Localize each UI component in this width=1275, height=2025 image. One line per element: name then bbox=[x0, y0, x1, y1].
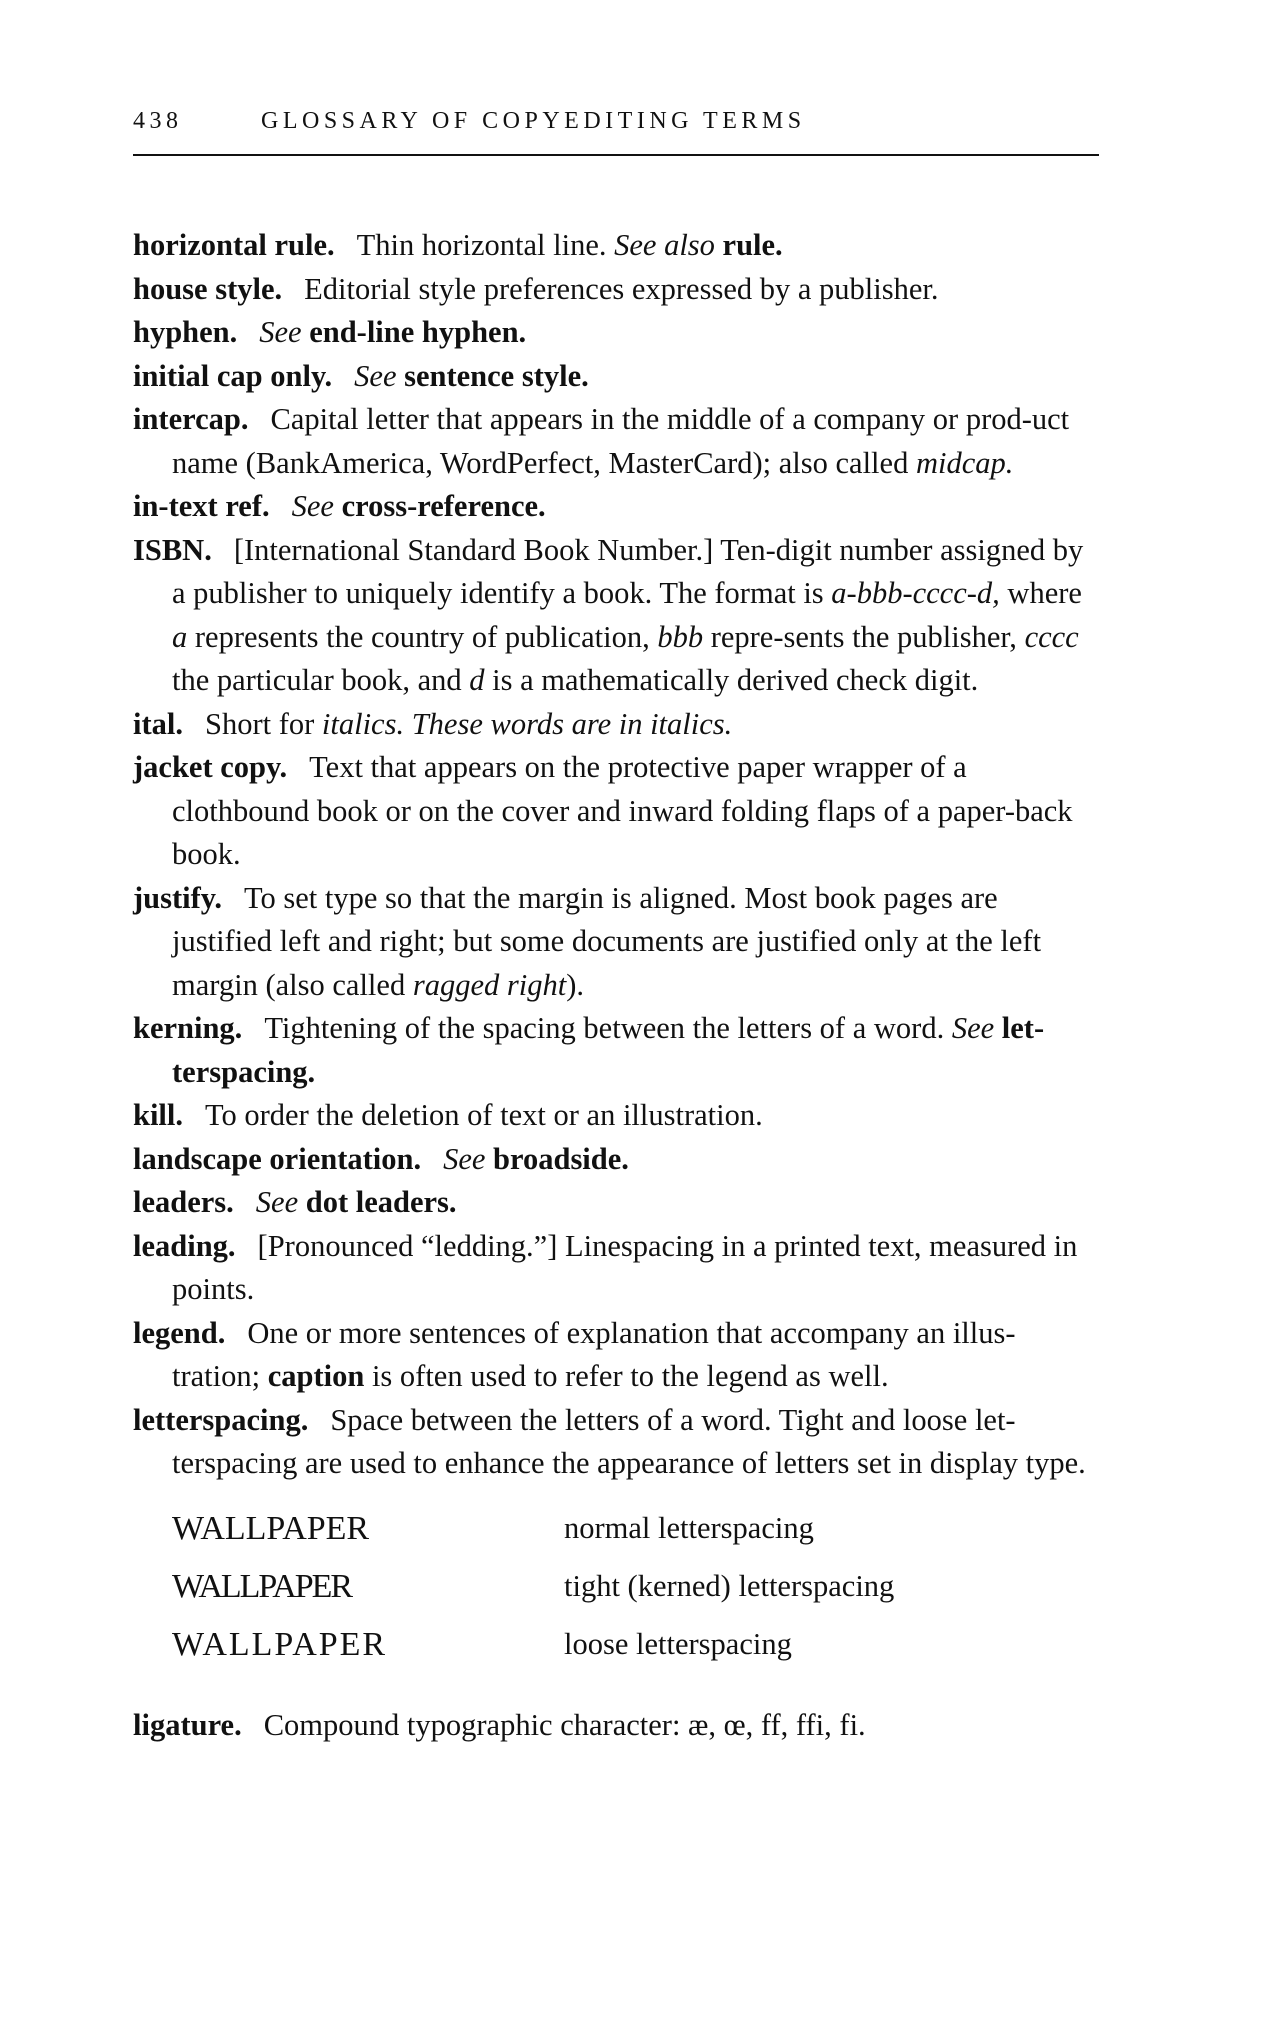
see-label: See bbox=[951, 1011, 995, 1045]
isbn-part-cccc: cccc bbox=[1024, 619, 1079, 654]
definition-part: is often used to refer to the legend as well. bbox=[371, 1359, 889, 1393]
entry-definition: One or more sentences of explanation that accompany an illus-tration; bbox=[172, 1315, 1016, 1393]
definition-part: represents the country of publication, bbox=[194, 619, 650, 654]
definition-tail: ). bbox=[566, 967, 584, 1002]
entry-intercap bbox=[133, 398, 1093, 485]
cross-ref: let-terspacing. bbox=[172, 1011, 1045, 1089]
entry-horizontal-rule bbox=[133, 224, 1093, 268]
cross-ref: end-line hyphen. bbox=[309, 315, 527, 349]
entry-term: house style. bbox=[133, 271, 283, 306]
entry-ital bbox=[133, 703, 1093, 747]
entry-term: letterspacing. bbox=[133, 1402, 309, 1437]
entry-term: leaders. bbox=[133, 1185, 234, 1219]
entry-term: kill. bbox=[133, 1098, 184, 1132]
cross-ref: cross-reference. bbox=[341, 489, 546, 523]
entry-ligature bbox=[133, 1704, 1093, 1748]
entry-term: initial cap only. bbox=[133, 358, 333, 393]
example-desc: normal letterspacing bbox=[564, 1510, 814, 1545]
entry-legend bbox=[133, 1312, 1093, 1399]
example-desc: loose letterspacing bbox=[564, 1626, 792, 1661]
entry-term: kerning. bbox=[133, 1011, 243, 1045]
example-row bbox=[172, 1558, 894, 1616]
cross-ref: dot leaders. bbox=[305, 1185, 457, 1219]
entry-in-text-ref bbox=[133, 485, 1093, 529]
see-label: See bbox=[354, 358, 397, 393]
example-row bbox=[172, 1500, 894, 1558]
entry-term: ital. bbox=[133, 706, 183, 741]
entry-definition: Thin horizontal line. bbox=[356, 228, 607, 262]
entry-definition: Text that appears on the protective paper wrapper of a clothbound book or on the cover and inward folding flaps of a paper-back book. bbox=[172, 750, 1073, 871]
entry-jacket-copy bbox=[133, 746, 1093, 877]
entry-term: horizontal rule. bbox=[133, 228, 335, 262]
entry-definition: To order the deletion of text or an illustration. bbox=[205, 1098, 763, 1132]
entry-definition: To set type so that the margin is aligned. Most book pages are justified left and right; but some documents are justified only at the left margin (also called bbox=[172, 880, 1042, 1002]
italic-term: midcap. bbox=[915, 445, 1014, 480]
entry-definition: Editorial style preferences expressed by a publisher. bbox=[304, 271, 939, 306]
entry-term: justify. bbox=[133, 880, 222, 915]
running-head bbox=[133, 108, 1100, 135]
definition-part: where bbox=[1007, 576, 1082, 610]
definition-part: is a mathematically derived check digit. bbox=[492, 663, 979, 697]
definition-part: the particular book, and bbox=[172, 663, 462, 697]
example-word-normal: WALLPAPER bbox=[172, 1509, 370, 1547]
entry-house-style bbox=[133, 268, 1093, 312]
see-label: See bbox=[443, 1141, 486, 1176]
entry-kerning bbox=[133, 1007, 1093, 1094]
see-also-label: See also bbox=[614, 228, 715, 262]
bold-term: caption bbox=[267, 1359, 365, 1393]
entry-term: ligature. bbox=[133, 1707, 242, 1742]
italic-term: ragged right bbox=[412, 967, 567, 1002]
entry-term: leading. bbox=[133, 1228, 236, 1263]
italic-term: italics. bbox=[321, 706, 405, 741]
entry-term: hyphen. bbox=[133, 315, 238, 349]
entry-definition: Compound typographic character: æ, œ, ff, ffi, fi. bbox=[263, 1707, 866, 1742]
entry-hyphen bbox=[133, 311, 1093, 355]
entry-initial-cap-only bbox=[133, 355, 1093, 399]
entry-justify bbox=[133, 877, 1093, 1008]
page-number: 438 bbox=[133, 108, 183, 134]
entry-landscape-orientation bbox=[133, 1138, 1093, 1182]
letterspacing-examples bbox=[172, 1500, 894, 1674]
example-word-tight: WALLPAPER bbox=[172, 1567, 352, 1605]
running-title: GLOSSARY OF COPYEDITING TERMS bbox=[261, 108, 806, 134]
entry-isbn bbox=[133, 529, 1093, 703]
example-row bbox=[172, 1616, 894, 1674]
cross-ref: sentence style. bbox=[404, 358, 589, 393]
entry-term: intercap. bbox=[133, 402, 249, 436]
isbn-part-bbb: bbb bbox=[657, 619, 704, 654]
entry-definition: Capital letter that appears in the middle of a company or prod-uct name (BankAmerica, WordPerfect, MasterCard); also called bbox=[172, 402, 1070, 480]
entry-kill bbox=[133, 1094, 1093, 1138]
entry-definition: Tightening of the spacing between the letters of a word. bbox=[264, 1011, 945, 1045]
cross-ref: broadside. bbox=[493, 1141, 629, 1176]
italic-example: These words are in italics. bbox=[411, 706, 733, 741]
entry-definition: [International Standard Book Number.] Ten-digit number assigned by a publisher to uniquely identify a book. The format is bbox=[172, 532, 1084, 610]
isbn-format: a-bbb-cccc-d, bbox=[831, 576, 1000, 610]
header-rule bbox=[133, 154, 1099, 156]
entry-definition: [Pronounced “ledding.”] Linespacing in a printed text, measured in points. bbox=[172, 1228, 1078, 1306]
entry-leading bbox=[133, 1225, 1093, 1312]
see-label: See bbox=[291, 489, 334, 523]
entry-definition: Short for bbox=[204, 706, 315, 741]
entry-term: jacket copy. bbox=[133, 750, 288, 784]
entry-term: in-text ref. bbox=[133, 489, 270, 523]
isbn-part-d: d bbox=[469, 663, 485, 697]
example-word-loose: WALLPAPER bbox=[172, 1625, 388, 1663]
glossary-entries bbox=[133, 224, 1093, 1747]
entry-letterspacing bbox=[133, 1399, 1093, 1486]
see-label: See bbox=[255, 1185, 299, 1219]
cross-ref: rule. bbox=[722, 228, 783, 262]
definition-part: repre-sents the publisher, bbox=[710, 619, 1017, 654]
entry-term: landscape orientation. bbox=[133, 1141, 422, 1176]
example-desc: tight (kerned) letterspacing bbox=[564, 1568, 895, 1603]
see-label: See bbox=[259, 315, 302, 349]
entry-leaders bbox=[133, 1181, 1093, 1225]
isbn-part-a: a bbox=[172, 619, 188, 654]
entry-definition: Space between the letters of a word. Tight and loose let-terspacing are used to enhance the appearance of letters set in display type. bbox=[172, 1402, 1086, 1480]
entry-term: ISBN. bbox=[133, 532, 212, 567]
entry-term: legend. bbox=[133, 1315, 226, 1350]
